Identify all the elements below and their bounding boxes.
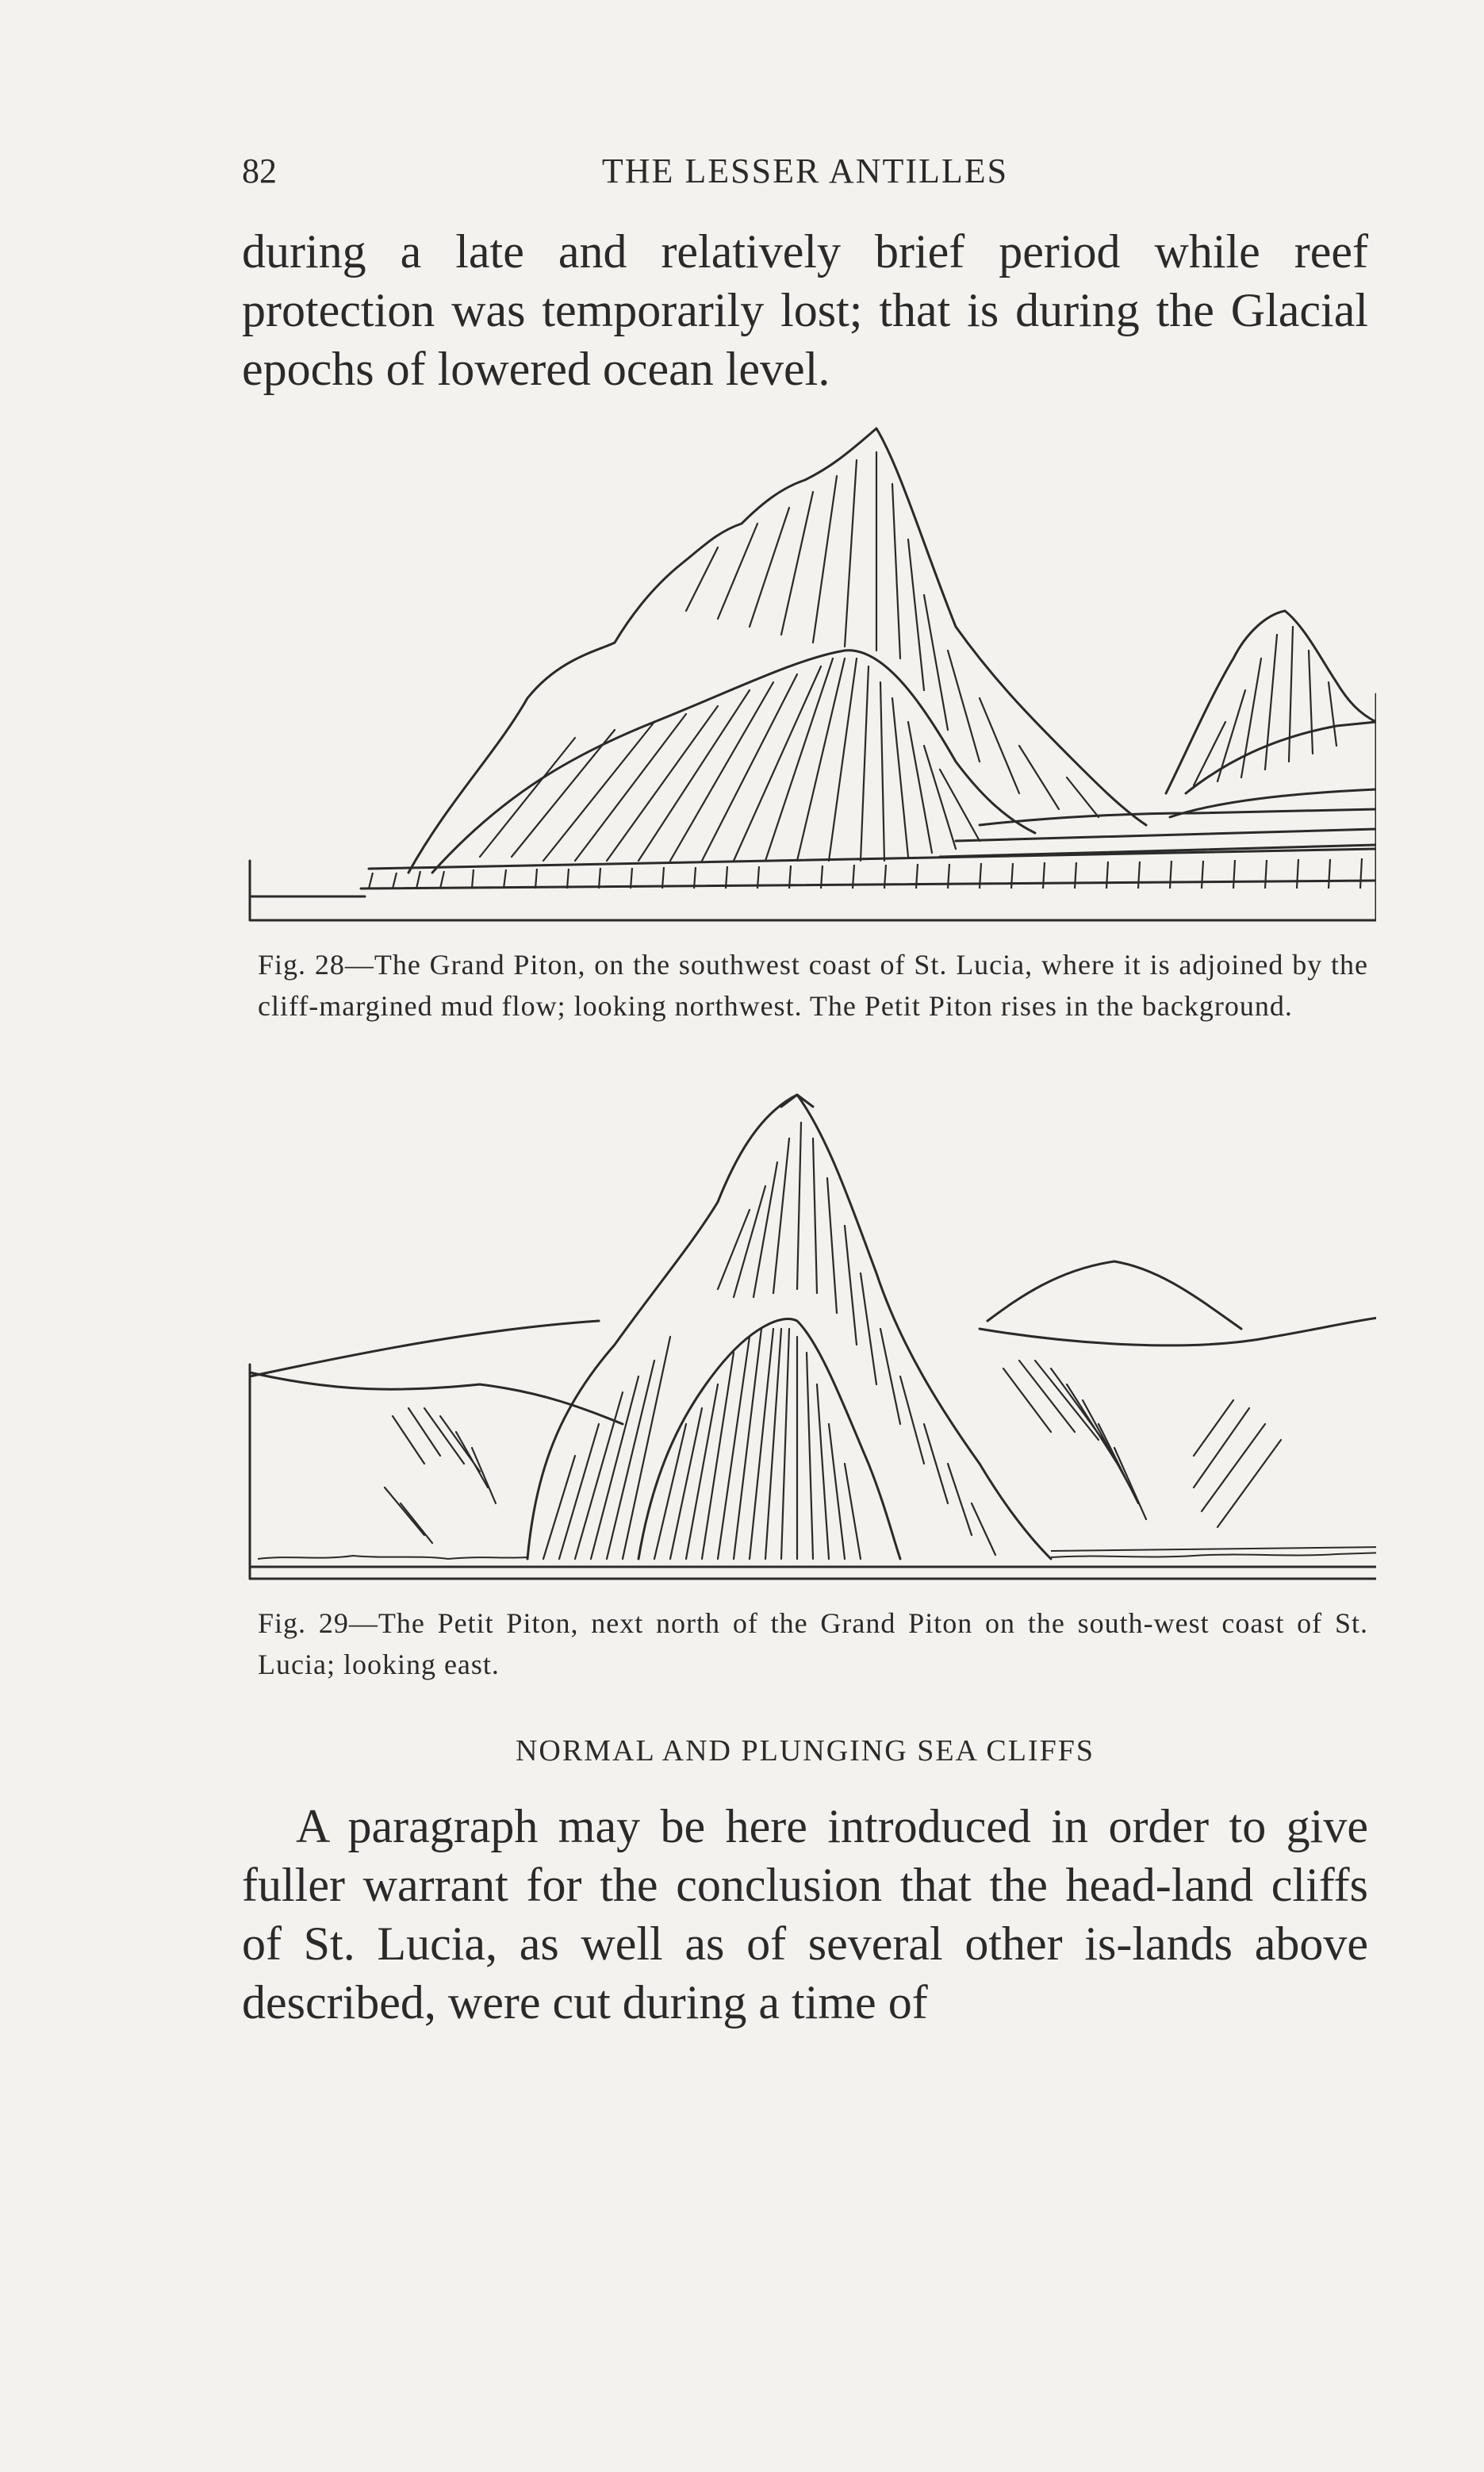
page-number: 82 — [242, 152, 277, 190]
figure-grand-piton — [242, 420, 1376, 936]
page-header — [242, 143, 1368, 198]
figure-petit-piton — [242, 1091, 1376, 1599]
section-heading: NORMAL AND PLUNGING SEA CLIFFS — [515, 1734, 1095, 1768]
figure-29-caption: Fig. 29—The Petit Piton, next north of the Grand Piton on the south-west coast of St. Lucia; looking east. — [258, 1607, 1368, 1680]
running-title: THE LESSER ANTILLES — [601, 152, 1009, 190]
paragraph-normal-plunging: A paragraph may be here introduced in order to give fuller warrant for the conclusion that the head-land cliffs of St. Lucia, as well as of several other is-lands above described, were cut during a time of — [242, 1800, 1368, 2029]
grand-piton-illustration — [242, 420, 1376, 936]
figure-28-caption: Fig. 28—The Grand Piton, on the southwest coast of St. Lucia, where it is adjoined by the cliff-margined mud flow; looking northwest. The Petit Piton rises in the background. — [258, 949, 1368, 1022]
paragraph-continued: during a late and relatively brief period while reef protection was temporarily lost; that is during the Glacial epochs of lowered ocean level. — [242, 225, 1368, 395]
petit-piton-illustration — [242, 1091, 1376, 1599]
